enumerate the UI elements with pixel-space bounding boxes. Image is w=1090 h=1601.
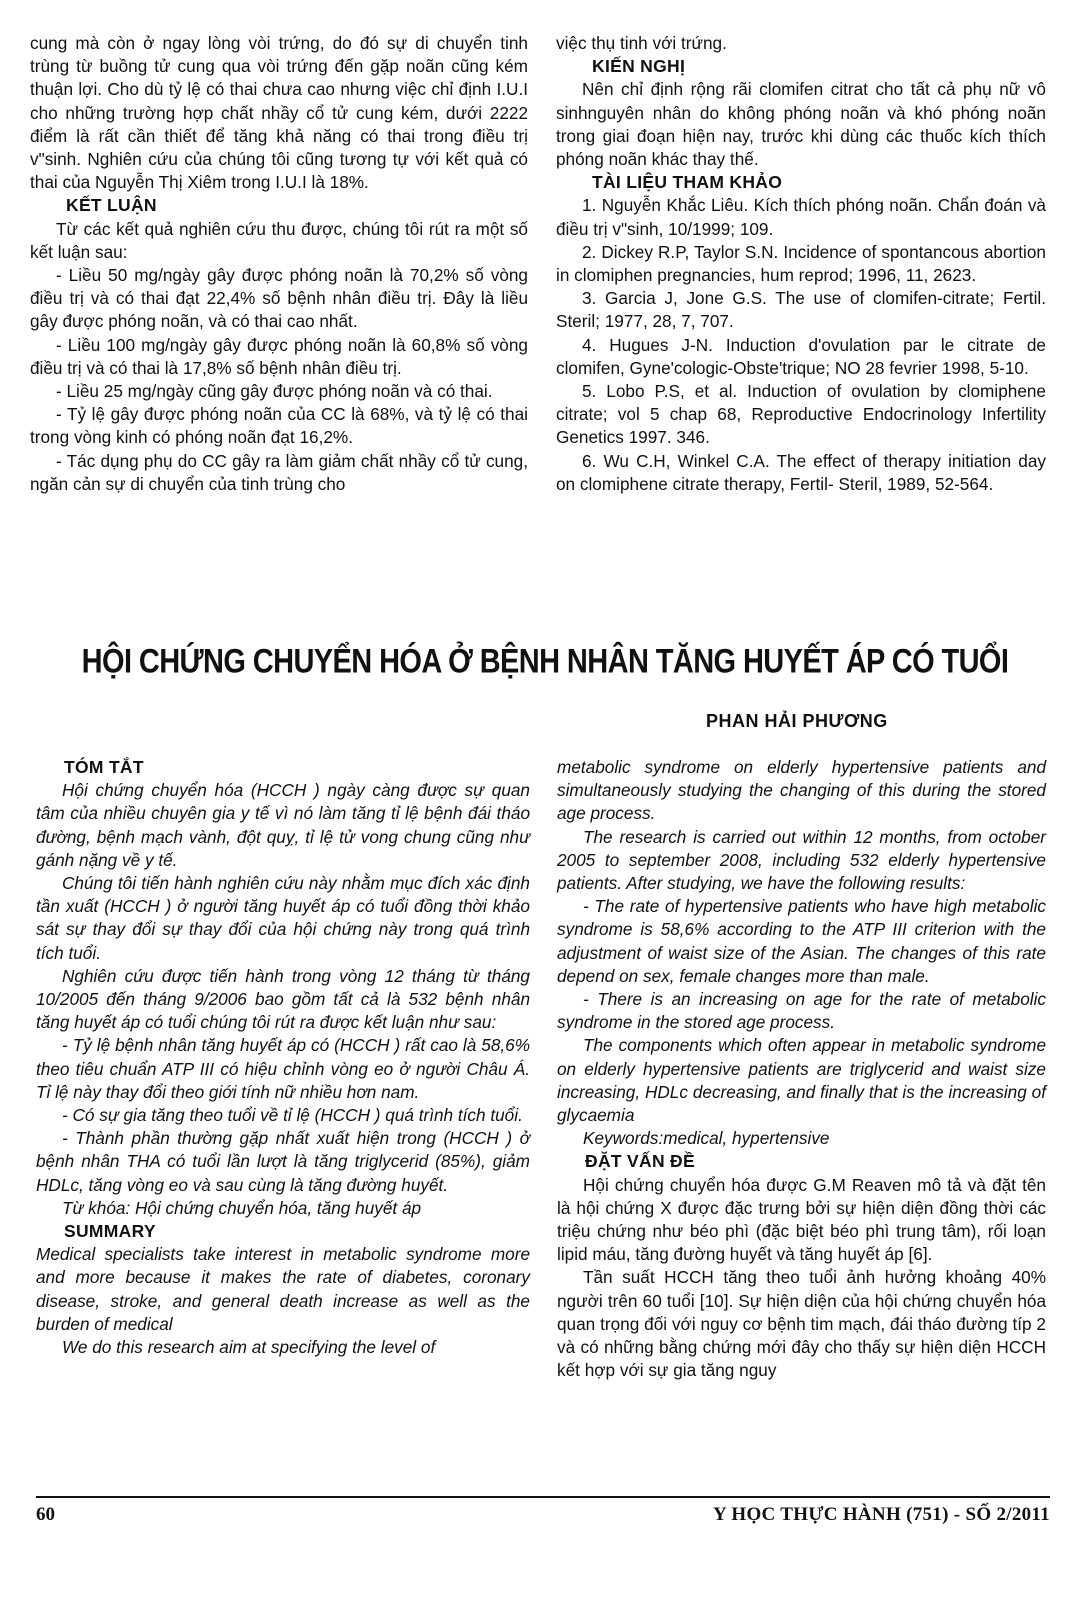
abstract-paragraph: - Tỷ lệ bệnh nhân tăng huyết áp có (HCCH ) rất cao là 58,6% theo tiêu chuẩn ATP III có hiệu chỉnh vòng eo ở người Châu Á. Tỉ lệ này thay đổi theo giới tính nữ nhiều hơn nam. — [36, 1035, 530, 1102]
conclusion-item: - Tỷ lệ gây được phóng noãn của CC là 68%, và tỷ lệ có thai trong vòng kinh có phóng noãn đạt 16,2%. — [30, 404, 528, 448]
conclusion-heading: KẾT LUẬN — [66, 195, 157, 216]
conclusion-item: - Liều 100 mg/ngày gây được phóng noãn là 60,8% số vòng điều trị và có thai là 17,8% số bệnh nhân điều trị. — [30, 334, 528, 378]
body-paragraph: cung mà còn ở ngay lòng vòi trứng, do đó sự di chuyển tinh trùng từ buồng tử cung qua vòi trứng đến gặp noãn cũng kém thuận lợi. Cho dù tỷ lệ có thai chưa cao nhưng việc chỉ định I.U.I cho những trường hợp chất nhầy cổ tử cung kém, dưới 2222 điểm là rất cần thiết để tăng khả năng có thai trong điều trị v"sinh. Nghiên cứu của chúng tôi cũng tương tự với kết quả có thai của Nguyễn Thị Xiêm trong I.U.I là 18%. — [30, 33, 528, 193]
conclusion-item: - Tác dụng phụ do CC gây ra làm giảm chất nhầy cổ tử cung, ngăn cản sự di chuyển của tinh trùng cho — [30, 450, 528, 494]
introduction-paragraph: Hội chứng chuyển hóa được G.M Reaven mô tả và đặt tên là hội chứng X được đặc trưng bởi sự hiện diện đồng thời các triệu chứng như béo phì (đặc biệt béo phì trung tâm), rối loạn lipid máu, tăng đường huyết và tăng huyết áp [6]. — [557, 1174, 1046, 1265]
reference-item: 5. Lobo P.S, et al. Induction of ovulation by clomiphene citrate; vol 5 chap 68, Reproductive Endocrinology Infertility Genetics 1997. 346. — [556, 381, 1046, 448]
page-number: 60 — [36, 1504, 55, 1525]
top-left-column — [30, 32, 528, 496]
article-title: HỘI CHỨNG CHUYỂN HÓA Ở BỆNH NHÂN TĂNG HUYẾT ÁP CÓ TUỔI — [81, 643, 1009, 681]
summary-heading: SUMMARY — [64, 1221, 156, 1242]
footer-rule — [36, 1496, 1050, 1498]
abstract-paragraph: - Thành phần thường gặp nhất xuất hiện trong (HCCH ) ở bệnh nhân THA có tuổi lần lượt là tăng triglycerid (85%), giảm HDLc, tăng vòng eo và sau cùng là tăng đường huyết. — [36, 1128, 530, 1195]
reference-item: 2. Dickey R.P, Taylor S.N. Incidence of spontancous abortion in clomiphen pregnancies, hum reprod; 1996, 11, 2623. — [556, 241, 1046, 286]
conclusion-item: - Liều 50 mg/ngày gây được phóng noãn là 70,2% số vòng điều trị và có thai đạt 22,4% số bệnh nhân điều trị. Đây là liều gây được phóng noãn, và có thai cao nhất. — [30, 265, 528, 332]
reference-item: 6. Wu C.H, Winkel C.A. The effect of therapy initiation day on clomiphene citrate therapy, Fertil- Steril, 1989, 52-564. — [556, 450, 1046, 494]
bottom-left-column — [36, 756, 530, 1359]
summary-paragraph: metabolic syndrome on elderly hypertensive patients and simultaneously studying the changing of this during the stored age process. — [557, 757, 1046, 824]
recommendation-text: Nên chỉ định rộng rãi clomifen citrat cho tất cả phụ nữ vô sinhnguyên nhân do không phóng noãn và khó phóng noãn trong giai đoạn hiện nay, trước khi dùng các thuốc kích thích phóng noãn khác thay thế. — [556, 79, 1046, 170]
top-right-column — [556, 32, 1046, 496]
summary-paragraph: Medical specialists take interest in metabolic syndrome more and more because it makes the rate of diabetes, coronary disease, stroke, and general death increase as well as the burden of medical — [36, 1244, 530, 1334]
recommendation-heading: KIẾN NGHỊ — [592, 56, 686, 77]
references-heading: TÀI LIỆU THAM KHẢO — [592, 172, 783, 193]
conclusion-intro: Từ các kết quả nghiên cứu thu được, chúng tôi rút ra một số kết luận sau: — [30, 218, 528, 262]
abstract-paragraph: Chúng tôi tiến hành nghiên cứu này nhằm mục đích xác định tần xuất (HCCH ) ở người tăng huyết áp có tuổi đồng thời khảo sát sự thay đổi sự thay đổi của hội chứng này trong quá trình tích tuổi. — [36, 873, 530, 963]
reference-item: 4. Hugues J-N. Induction d'ovulation par le citrate de clomifen, Gyne'cologic-Obste'trique; NO 28 fevrier 1998, 5-10. — [556, 334, 1046, 378]
abstract-paragraph: Hội chứng chuyển hóa (HCCH ) ngày càng được sự quan tâm của nhiều chuyên gia y tế vì nó làm tăng tỉ lệ bệnh đái tháo đường, bệnh mạch vành, đột quỵ, tỉ lệ tử vong chung cũng như gánh nặng về y tế. — [36, 780, 530, 870]
abstract-heading: TÓM TẮT — [64, 757, 144, 777]
abstract-keywords: Từ khóa: Hội chứng chuyển hóa, tăng huyết áp — [62, 1197, 422, 1218]
summary-paragraph: The research is carried out within 12 months, from october 2005 to september 2008, including 532 elderly hypertensive patients. After studying, we have the following results: — [557, 826, 1046, 894]
summary-keywords: Keywords:medical, hypertensive — [583, 1128, 830, 1149]
article-author: PHAN HẢI PHƯƠNG — [706, 711, 888, 731]
bottom-right-column — [557, 756, 1046, 1382]
journal-footer: Y HỌC THỰC HÀNH (751) - SỐ 2/2011 — [713, 1504, 1050, 1525]
summary-paragraph: The components which often appear in metabolic syndrome on elderly hypertensive patients are triglycerid and waist size increasing, HDLc decreasing, and finally that is the increasing of glycaemia — [557, 1035, 1046, 1126]
summary-paragraph: We do this research aim at specifying the level of — [62, 1337, 436, 1358]
reference-item: 3. Garcia J, Jone G.S. The use of clomifen-citrate; Fertil. Steril; 1977, 28, 7, 707. — [556, 288, 1046, 332]
abstract-paragraph: Nghiên cứu được tiến hành trong vòng 12 tháng từ tháng 10/2005 đến tháng 9/2006 bao gồm tất cả là 532 bệnh nhân tăng huyết áp có tuổi chúng tôi rút ra được kết luận như sau: — [36, 965, 530, 1033]
abstract-paragraph: - Có sự gia tăng theo tuổi về tỉ lệ (HCCH ) quá trình tích tuổi. — [62, 1105, 523, 1126]
summary-paragraph: - There is an increasing on age for the rate of metabolic syndrome in the stored age process. — [557, 989, 1046, 1033]
continuation-text: việc thụ tinh với trứng. — [556, 33, 727, 53]
introduction-heading: ĐẶT VẤN ĐỀ — [585, 1151, 695, 1172]
summary-paragraph: - The rate of hypertensive patients who have high metabolic syndrome is 58,6% according to the ATP III criterion with the adjustment of waist size of the Asian. The changes of this rate depend on sex, female changes more than male. — [557, 896, 1046, 986]
introduction-paragraph: Tần suất HCCH tăng theo tuổi ảnh hưởng khoảng 40% người trên 60 tuổi [10]. Sự hiện diện của hội chứng chuyển hóa quan trọng đối với nguy cơ bệnh tim mạch, đái tháo đường típ 2 và có những bằng chứng mới đây cho thấy sự hiện diện HCCH kết hợp với sự gia tăng nguy — [557, 1267, 1046, 1381]
reference-item: 1. Nguyễn Khắc Liêu. Kích thích phóng noãn. Chẩn đoán và điều trị v"sinh, 10/1999; 109. — [556, 195, 1046, 239]
conclusion-item: - Liều 25 mg/ngày cũng gây được phóng noãn và có thai. — [56, 381, 493, 402]
